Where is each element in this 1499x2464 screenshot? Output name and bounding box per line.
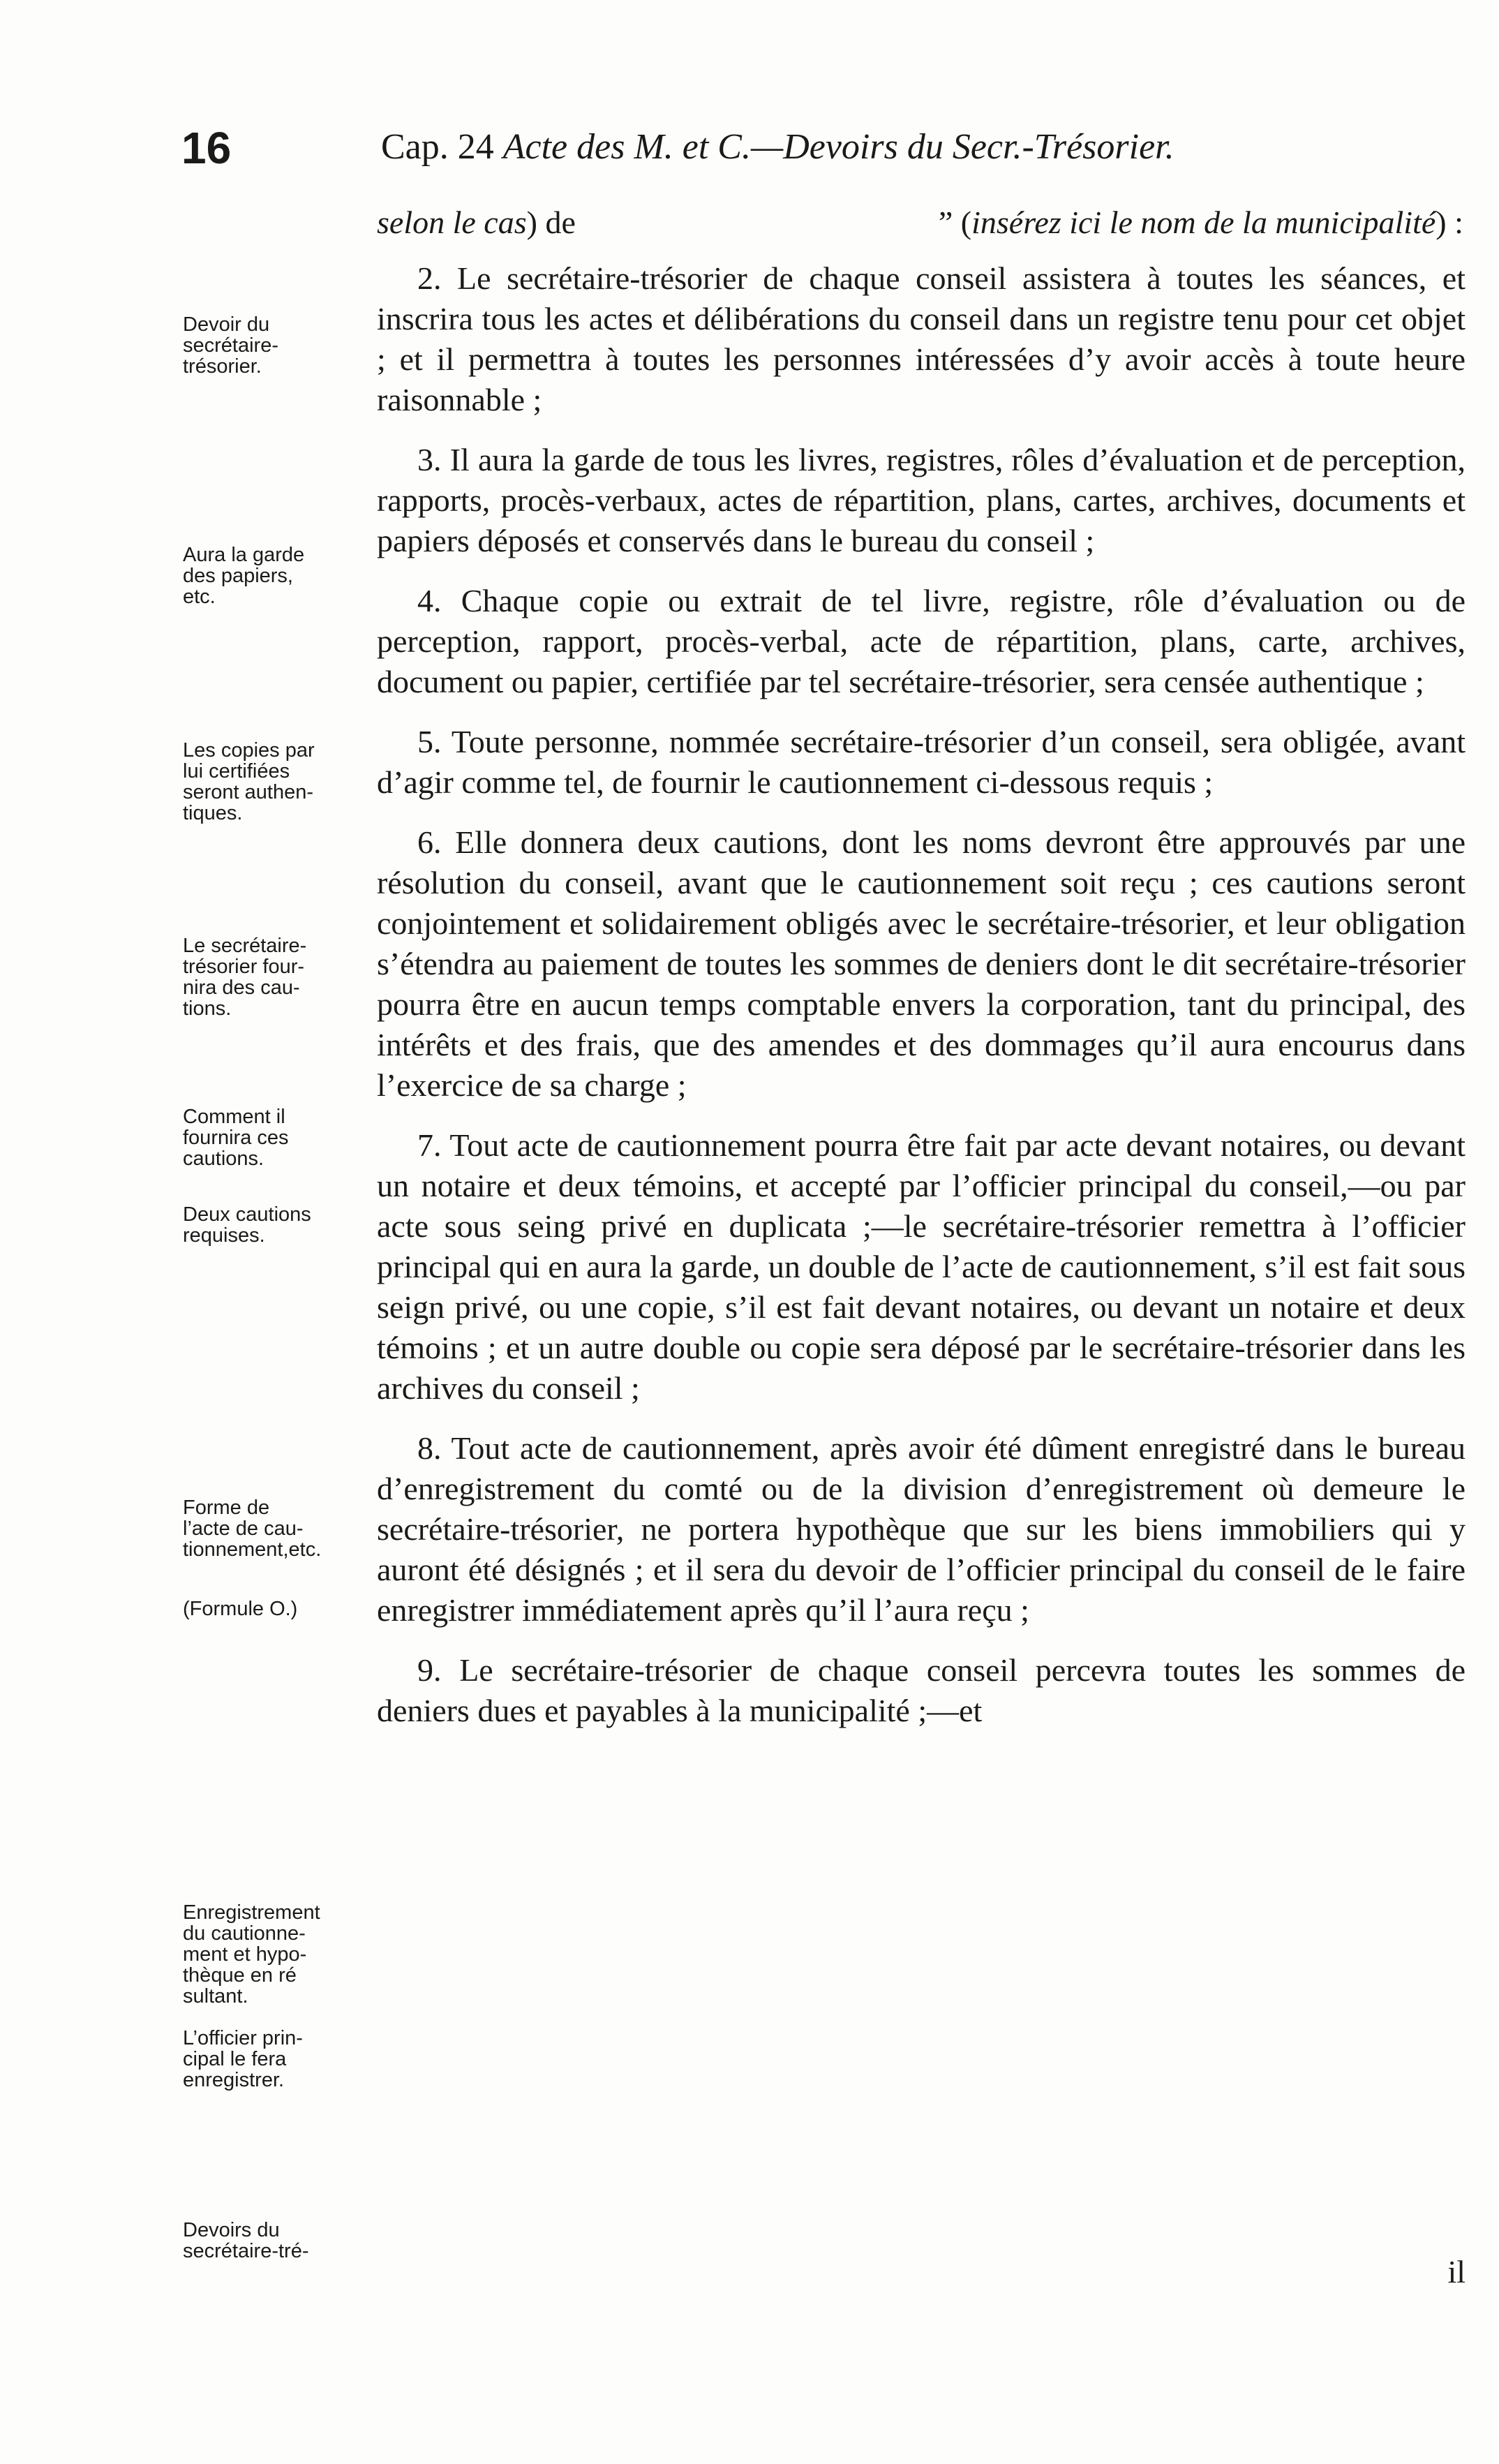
page-header [181,122,1466,185]
opening-tail: ) : [1435,205,1463,240]
side-note-cautions: Le secrétaire- trésorier four- nira des cau- tions. [183,935,307,1020]
side-note-comment: Comment il fournira ces cautions. [183,1106,289,1170]
paragraph-7 [377,1125,1466,1409]
main-text [377,202,1466,1731]
side-note-forme: Forme de l’acte de cau- tionnement,etc. [183,1497,322,1561]
opening-insert: insérez ici le nom de la municipalité [971,205,1436,240]
paragraph-text: Le secrétaire-trésorier de chaque conseil percevra toutes les sommes de deniers dues et payables à la municipalité ;—et [377,1652,1466,1728]
catchword: il [1447,2254,1466,2289]
paragraph-number: 5. [417,724,442,759]
paragraph-8 [377,1428,1466,1631]
paragraph-4 [377,581,1466,702]
side-note-formule: (Formule O.) [183,1598,298,1620]
opening-quote: ” ( [938,205,972,240]
side-note-deux-cautions: Deux cautions requises. [183,1203,311,1247]
running-head-title: Acte des M. et C.—Devoirs du Secr.-Trésorier. [502,127,1174,167]
paragraph-text: Tout acte de cautionnement, après avoir été dûment enregistré dans le bureau d’enregistrement du comté ou de la division d’enregistrement où demeure le secrétaire-trésorier, ne portera hypothèque que sur les biens immobiliers qui y auront été désignés ; et il sera du devoir de l’officier principal du conseil de le faire enregistrer immédiatement après qu’il l’aura reçu ; [377,1430,1466,1628]
paragraph-number: 2. [417,260,442,296]
opening-line [377,202,1466,243]
paragraph-text: Tout acte de cautionnement pourra être fait par acte devant notaires, ou devant un notaire et deux témoins, et accepté par l’officier principal du conseil,—ou par acte sous seing privé en duplicata ;—le secrétaire-trésorier remettra à l’officier principal qui en aura la garde, un double de l’acte de cautionnement, s’il est fait sous seign privé, ou une copie, s’il est fait devant notaires, ou devant un notaire et deux témoins ; et un autre double ou copie sera déposé par le secrétaire-trésorier dans les archives du conseil ; [377,1127,1466,1406]
side-note-officier: L’officier prin- cipal le fera enregistrer. [183,2027,303,2091]
paragraph-number: 8. [417,1430,442,1466]
paragraph-text: Chaque copie ou extrait de tel livre, registre, rôle d’évaluation ou de perception, rapport, procès-verbal, acte de répartition, plans, carte, archives, document ou papier, certifiée par tel secrétaire-trésorier, sera censée authentique ; [377,583,1466,699]
paragraph-number: 3. [417,442,442,477]
paragraph-6 [377,822,1466,1106]
page-number: 16 [181,123,232,173]
paragraph-text: Toute personne, nommée secrétaire-trésorier d’un conseil, sera obligée, avant d’agir comme tel, de fournir le cautionnement ci-dessous requis ; [377,724,1466,800]
side-note-copies: Les copies par lui certifiées seront authen- tiques. [183,739,315,824]
side-note-enregistrement: Enregistrement du cautionne- ment et hypo- thèque en ré sultant. [183,1901,320,2007]
paragraph-9 [377,1650,1466,1731]
running-head [381,126,1174,168]
side-note-devoirs: Devoirs du secrétaire-tré- [183,2219,309,2262]
paragraph-5 [377,722,1466,803]
paragraph-3 [377,440,1466,561]
running-head-chapter: Cap. 24 [381,127,503,167]
paragraph-number: 6. [417,824,442,860]
side-note-garde: Aura la garde des papiers, etc. [183,544,305,608]
paragraph-2 [377,258,1466,420]
paragraph-number: 9. [417,1652,442,1688]
opening-selon: selon le cas [377,205,527,240]
paragraph-text: Elle donnera deux cautions, dont les noms devront être approuvés par une résolution du conseil, avant que le cautionnement soit reçu ; ces cautions seront conjointement et solidairement obligés avec le secrétaire-trésorier, et leur obligation s’étendra au paiement de toutes les sommes de deniers dont le dit secrétaire-trésorier pourra être en aucun temps comptable envers la corporation, tant du principal, des intérêts et des frais, que des amendes et des dommages qu’il aura encourus dans l’exercice de sa charge ; [377,824,1466,1103]
paragraph-number: 7. [417,1127,442,1163]
side-note-devoir: Devoir du secrétaire- trésorier. [183,313,278,378]
paragraph-number: 4. [417,583,442,618]
paragraph-text: Il aura la garde de tous les livres, registres, rôles d’évaluation et de perception, rapports, procès-verbaux, actes de répartition, plans, cartes, archives, documents et papiers déposés et conservés dans le bureau du conseil ; [377,442,1466,558]
paragraph-text: Le secrétaire-trésorier de chaque conseil assistera à toutes les séances, et inscrira tous les actes et délibérations du conseil dans un registre tenu pour cet objet ; et il permettra à toutes les personnes intéressées d’y avoir accès à toute heure raisonnable ; [377,260,1466,417]
opening-de: ) de [526,205,576,240]
